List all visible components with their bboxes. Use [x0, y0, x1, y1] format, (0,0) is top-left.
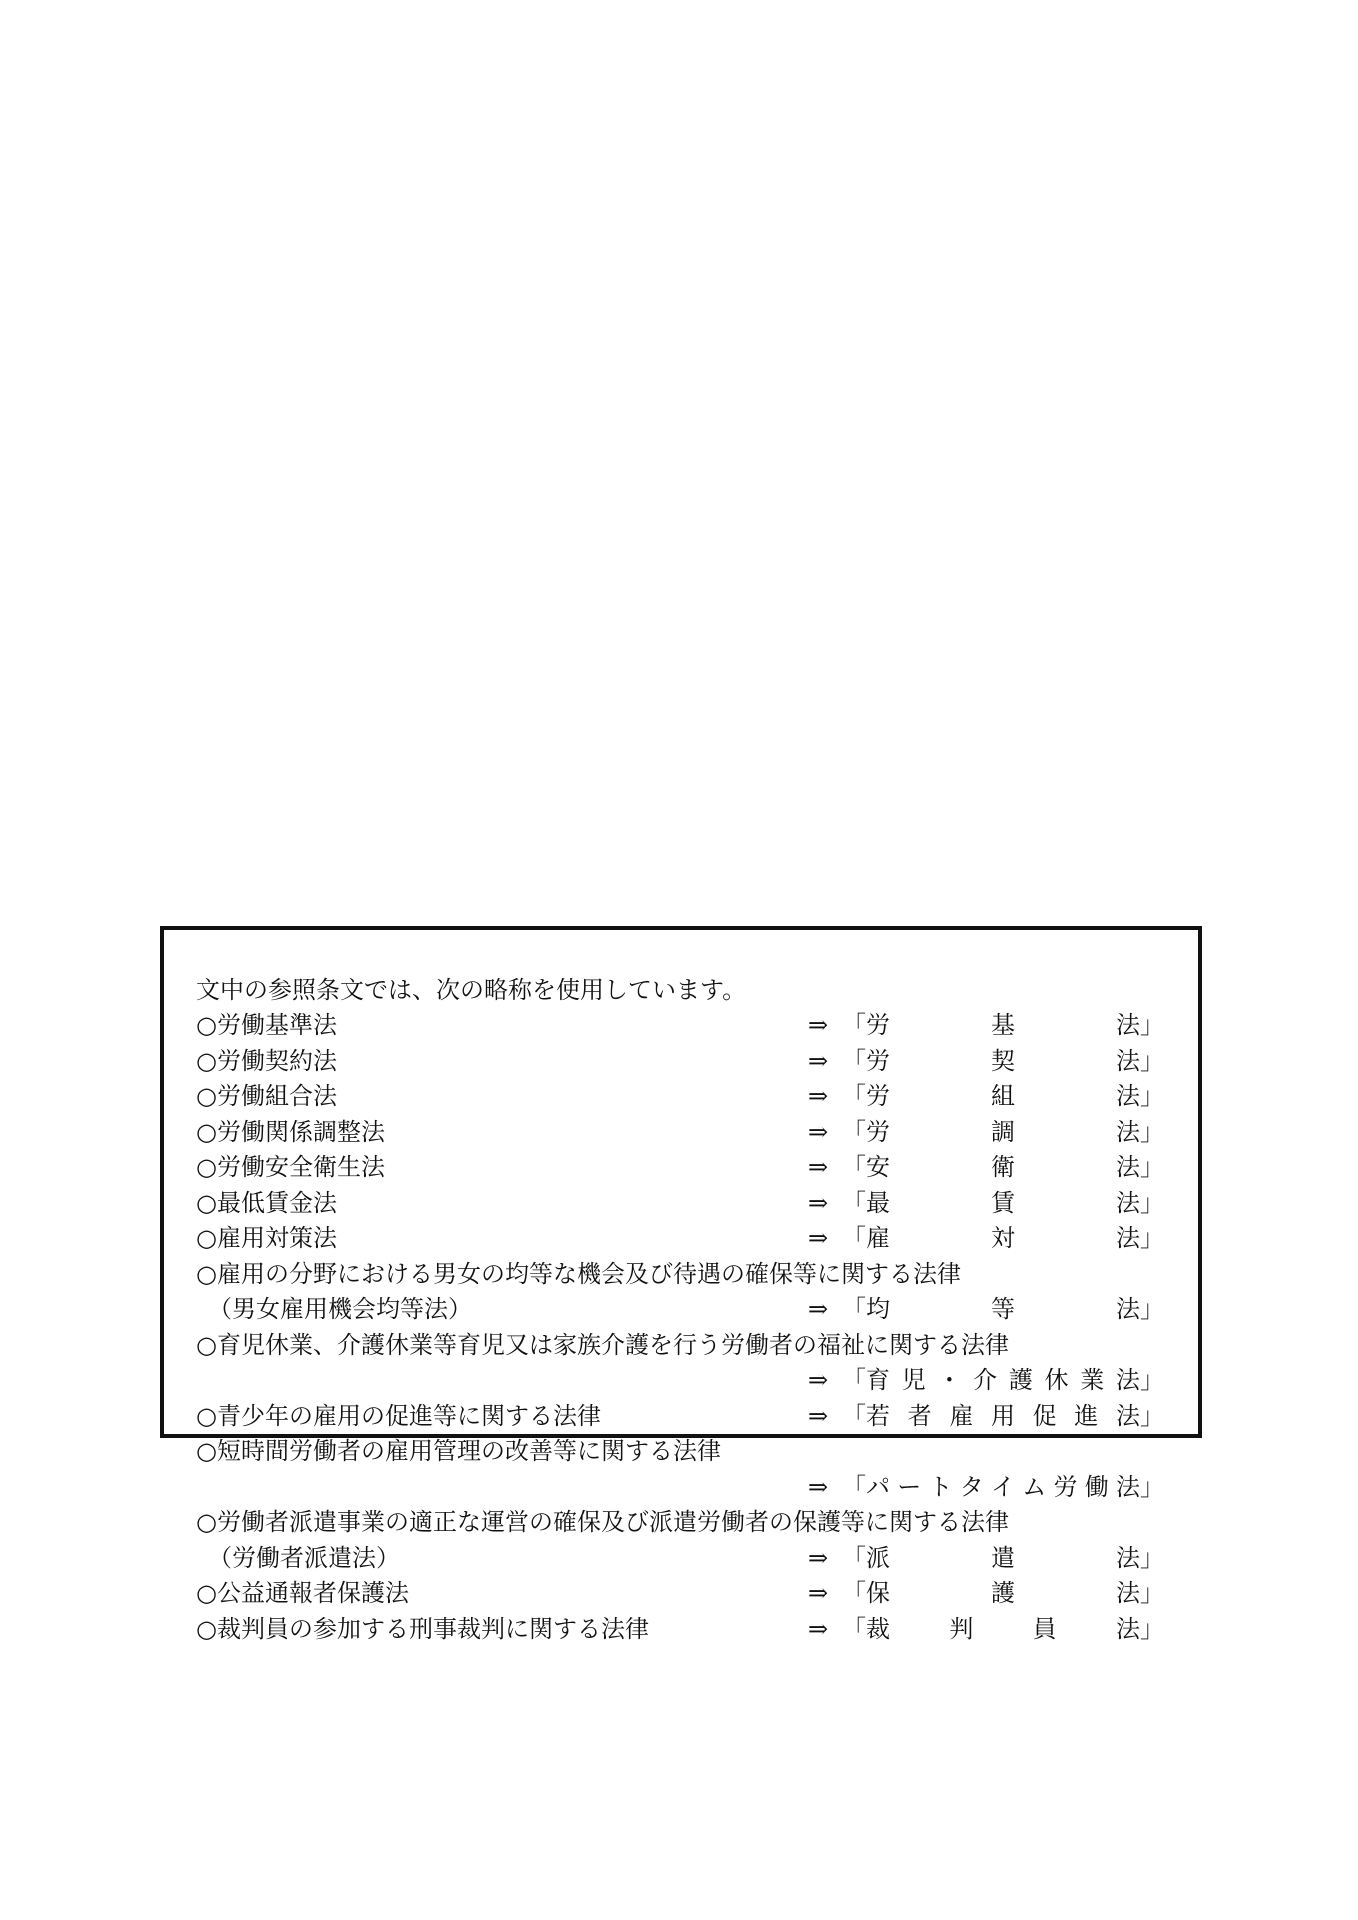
open-bracket: 「 [842, 1117, 866, 1146]
abbreviation-char: 法 [1116, 1117, 1140, 1146]
close-bracket: 」 [1140, 1295, 1164, 1323]
abbreviation-char: 労 [866, 1046, 890, 1075]
abbreviation [842, 1115, 1164, 1151]
abbreviation-char: 促 [1032, 1401, 1057, 1430]
abbreviation-char: 労 [866, 1117, 890, 1146]
abbreviation-text [866, 1186, 1140, 1222]
abbreviation-char: 休 [1044, 1366, 1069, 1394]
law-name: ○労働契約法 [196, 1046, 337, 1075]
arrow-icon: ⇒ [808, 1472, 829, 1501]
abbreviation-char: 等 [991, 1295, 1015, 1323]
abbreviation-char: 法 [1116, 1472, 1140, 1501]
close-bracket: 」 [1140, 1472, 1164, 1501]
abbreviation-char: 介 [973, 1366, 998, 1394]
law-alias-name: （男女雇用機会均等法） [208, 1295, 472, 1323]
arrow-icon: ⇒ [808, 1188, 829, 1217]
close-bracket: 」 [1140, 1579, 1164, 1607]
abbreviation-char: 調 [991, 1117, 1015, 1146]
arrow-icon: ⇒ [808, 1366, 829, 1394]
abbreviation [842, 1399, 1164, 1435]
abbreviation [842, 1150, 1164, 1186]
close-bracket: 」 [1140, 1011, 1164, 1039]
abbreviation [842, 1008, 1164, 1044]
abbreviation-char: 安 [866, 1153, 890, 1181]
abbreviation-char: 用 [990, 1401, 1015, 1430]
abbreviation-char: 賃 [991, 1188, 1015, 1217]
arrow-icon: ⇒ [808, 1153, 829, 1181]
abbreviation-char: 契 [991, 1046, 1015, 1075]
law-name: ○公益通報者保護法 [196, 1579, 409, 1607]
law-name: ○青少年の雇用の促進等に関する法律 [196, 1401, 601, 1430]
abbreviation-text [866, 1008, 1140, 1044]
abbreviation-char: タ [959, 1472, 984, 1501]
abbreviation-char: 進 [1074, 1401, 1099, 1430]
arrow-icon: ⇒ [808, 1614, 829, 1643]
close-bracket: 」 [1140, 1046, 1164, 1075]
abbreviation-char: 派 [866, 1543, 890, 1572]
abbreviation-char: 法 [1116, 1011, 1140, 1039]
abbreviation [842, 1292, 1164, 1328]
abbreviation-text [866, 1576, 1140, 1612]
arrow-icon: ⇒ [808, 1401, 829, 1430]
abbreviation-char: 労 [1053, 1472, 1078, 1501]
law-name: ○裁判員の参加する刑事裁判に関する法律 [196, 1614, 649, 1643]
abbreviation-list [196, 1008, 1166, 1647]
close-bracket: 」 [1140, 1224, 1164, 1252]
abbreviation-row [196, 1186, 1166, 1222]
abbreviation [842, 1541, 1164, 1577]
open-bracket: 「 [842, 1011, 866, 1039]
abbreviation-char: 法 [1115, 1401, 1140, 1430]
abbreviation [842, 1612, 1164, 1648]
arrow-icon: ⇒ [808, 1295, 829, 1323]
close-bracket: 」 [1140, 1543, 1164, 1572]
abbreviation-text [866, 1399, 1140, 1435]
abbreviation-row [196, 1079, 1166, 1115]
arrow-icon: ⇒ [808, 1224, 829, 1252]
abbreviation [842, 1576, 1164, 1612]
abbreviation-char: 若 [866, 1401, 890, 1430]
abbreviation-char: 法 [1116, 1082, 1140, 1110]
open-bracket: 「 [842, 1366, 866, 1394]
abbreviation-char: 保 [866, 1579, 890, 1607]
close-bracket: 」 [1140, 1082, 1164, 1110]
abbreviation-char: 組 [991, 1082, 1015, 1110]
law-name: ○雇用対策法 [196, 1224, 337, 1252]
abbreviation-char: 働 [1084, 1472, 1109, 1501]
law-name: ○労働安全衛生法 [196, 1153, 385, 1181]
abbreviation-char: 雇 [866, 1224, 890, 1252]
law-name: ○労働組合法 [196, 1082, 337, 1110]
abbreviation-char: 法 [1116, 1188, 1140, 1217]
abbreviation-row [196, 1292, 1166, 1328]
open-bracket: 「 [842, 1579, 866, 1607]
abbreviation-char: イ [991, 1472, 1015, 1501]
abbreviation-text [866, 1541, 1140, 1577]
abbreviation-text [866, 1079, 1140, 1115]
abbreviation [842, 1221, 1164, 1257]
abbreviation-text [866, 1044, 1140, 1080]
abbreviation-char: 最 [866, 1188, 890, 1217]
abbreviation-row [196, 1612, 1166, 1648]
abbreviation-text [866, 1115, 1140, 1151]
abbreviation-char: ー [897, 1472, 922, 1501]
abbreviation-char: 遣 [991, 1543, 1015, 1572]
abbreviation-row [196, 1257, 1166, 1293]
abbreviation-row [196, 1505, 1166, 1541]
abbreviation-char: 業 [1080, 1366, 1105, 1394]
abbreviation-text [866, 1150, 1140, 1186]
abbreviation-row [196, 1576, 1166, 1612]
abbreviation-char: 員 [1032, 1614, 1057, 1643]
law-name: ○労働基準法 [196, 1011, 337, 1039]
open-bracket: 「 [842, 1224, 866, 1252]
arrow-icon: ⇒ [808, 1082, 829, 1110]
open-bracket: 「 [842, 1614, 866, 1643]
abbreviation-row [196, 1008, 1166, 1044]
abbreviation-char: 法 [1116, 1046, 1140, 1075]
abbreviation-text [866, 1470, 1140, 1506]
abbreviation-char: 護 [991, 1579, 1015, 1607]
open-bracket: 「 [842, 1153, 866, 1181]
abbreviation-row [196, 1399, 1166, 1435]
abbreviation-text [866, 1221, 1140, 1257]
abbreviation-row [196, 1221, 1166, 1257]
abbreviation-row [196, 1044, 1166, 1080]
abbreviation [842, 1470, 1164, 1506]
arrow-icon: ⇒ [808, 1046, 829, 1075]
abbreviation-char: パ [866, 1472, 890, 1501]
abbreviation-char: 者 [907, 1401, 932, 1430]
abbreviation-char: 法 [1115, 1614, 1140, 1643]
abbreviation-char: 法 [1116, 1543, 1140, 1572]
abbreviation-text [866, 1612, 1140, 1648]
abbreviation-char: ム [1022, 1472, 1047, 1501]
open-bracket: 「 [842, 1082, 866, 1110]
close-bracket: 」 [1140, 1401, 1164, 1430]
abbreviation-row [196, 1541, 1166, 1577]
intro-text: 文中の参照条文では、次の略称を使用しています。 [196, 976, 747, 1004]
close-bracket: 」 [1140, 1153, 1164, 1181]
abbreviation-char: 裁 [866, 1614, 890, 1643]
abbreviation-char: 法 [1116, 1295, 1140, 1323]
close-bracket: 」 [1140, 1614, 1164, 1643]
open-bracket: 「 [842, 1295, 866, 1323]
law-name: ○労働者派遣事業の適正な運営の確保及び派遣労働者の保護等に関する法律 [196, 1508, 1009, 1536]
law-alias-name: （労働者派遣法） [208, 1543, 400, 1572]
abbreviation [842, 1363, 1164, 1399]
law-name: ○最低賃金法 [196, 1188, 337, 1217]
abbreviation-char: 衛 [991, 1153, 1015, 1181]
abbreviation-char: 労 [866, 1082, 890, 1110]
abbreviation-row [196, 1328, 1166, 1364]
abbreviation-char: 雇 [949, 1401, 974, 1430]
abbreviation-row [196, 1434, 1166, 1470]
abbreviation-row [196, 1150, 1166, 1186]
arrow-icon: ⇒ [808, 1011, 829, 1039]
abbreviation-text [866, 1363, 1140, 1399]
abbreviation-char: 法 [1116, 1224, 1140, 1252]
abbreviation-row [196, 1470, 1166, 1506]
abbreviation [842, 1044, 1164, 1080]
open-bracket: 「 [842, 1472, 866, 1501]
abbreviation-char: 児 [901, 1366, 926, 1394]
open-bracket: 「 [842, 1401, 866, 1430]
abbreviation-char: 育 [866, 1366, 890, 1394]
abbreviation-char: 対 [991, 1224, 1015, 1252]
abbreviation [842, 1186, 1164, 1222]
abbreviation-char: 判 [949, 1614, 974, 1643]
open-bracket: 「 [842, 1543, 866, 1572]
close-bracket: 」 [1140, 1366, 1164, 1394]
abbreviation-char: 法 [1116, 1579, 1140, 1607]
abbreviation [842, 1079, 1164, 1115]
law-name: ○短時間労働者の雇用管理の改善等に関する法律 [196, 1437, 721, 1465]
close-bracket: 」 [1140, 1188, 1164, 1217]
arrow-icon: ⇒ [808, 1579, 829, 1607]
open-bracket: 「 [842, 1046, 866, 1075]
abbreviation-char: 均 [866, 1295, 890, 1323]
law-name: ○労働関係調整法 [196, 1117, 385, 1146]
abbreviation-char: 法 [1116, 1153, 1140, 1181]
abbreviation-char: ・ [937, 1366, 962, 1394]
abbreviation-row [196, 1115, 1166, 1151]
abbreviation-char: ト [928, 1472, 953, 1501]
abbreviation-char: 労 [866, 1011, 890, 1039]
abbreviation-text [866, 1292, 1140, 1328]
law-name: ○雇用の分野における男女の均等な機会及び待遇の確保等に関する法律 [196, 1259, 961, 1288]
abbreviation-row [196, 1363, 1166, 1399]
abbreviation-char: 護 [1008, 1366, 1033, 1394]
arrow-icon: ⇒ [808, 1543, 829, 1572]
open-bracket: 「 [842, 1188, 866, 1217]
law-name: ○育児休業、介護休業等育児又は家族介護を行う労働者の福祉に関する法律 [196, 1330, 1009, 1359]
close-bracket: 」 [1140, 1117, 1164, 1146]
arrow-icon: ⇒ [808, 1117, 829, 1146]
abbreviation-char: 基 [991, 1011, 1015, 1039]
abbreviation-char: 法 [1115, 1366, 1140, 1394]
